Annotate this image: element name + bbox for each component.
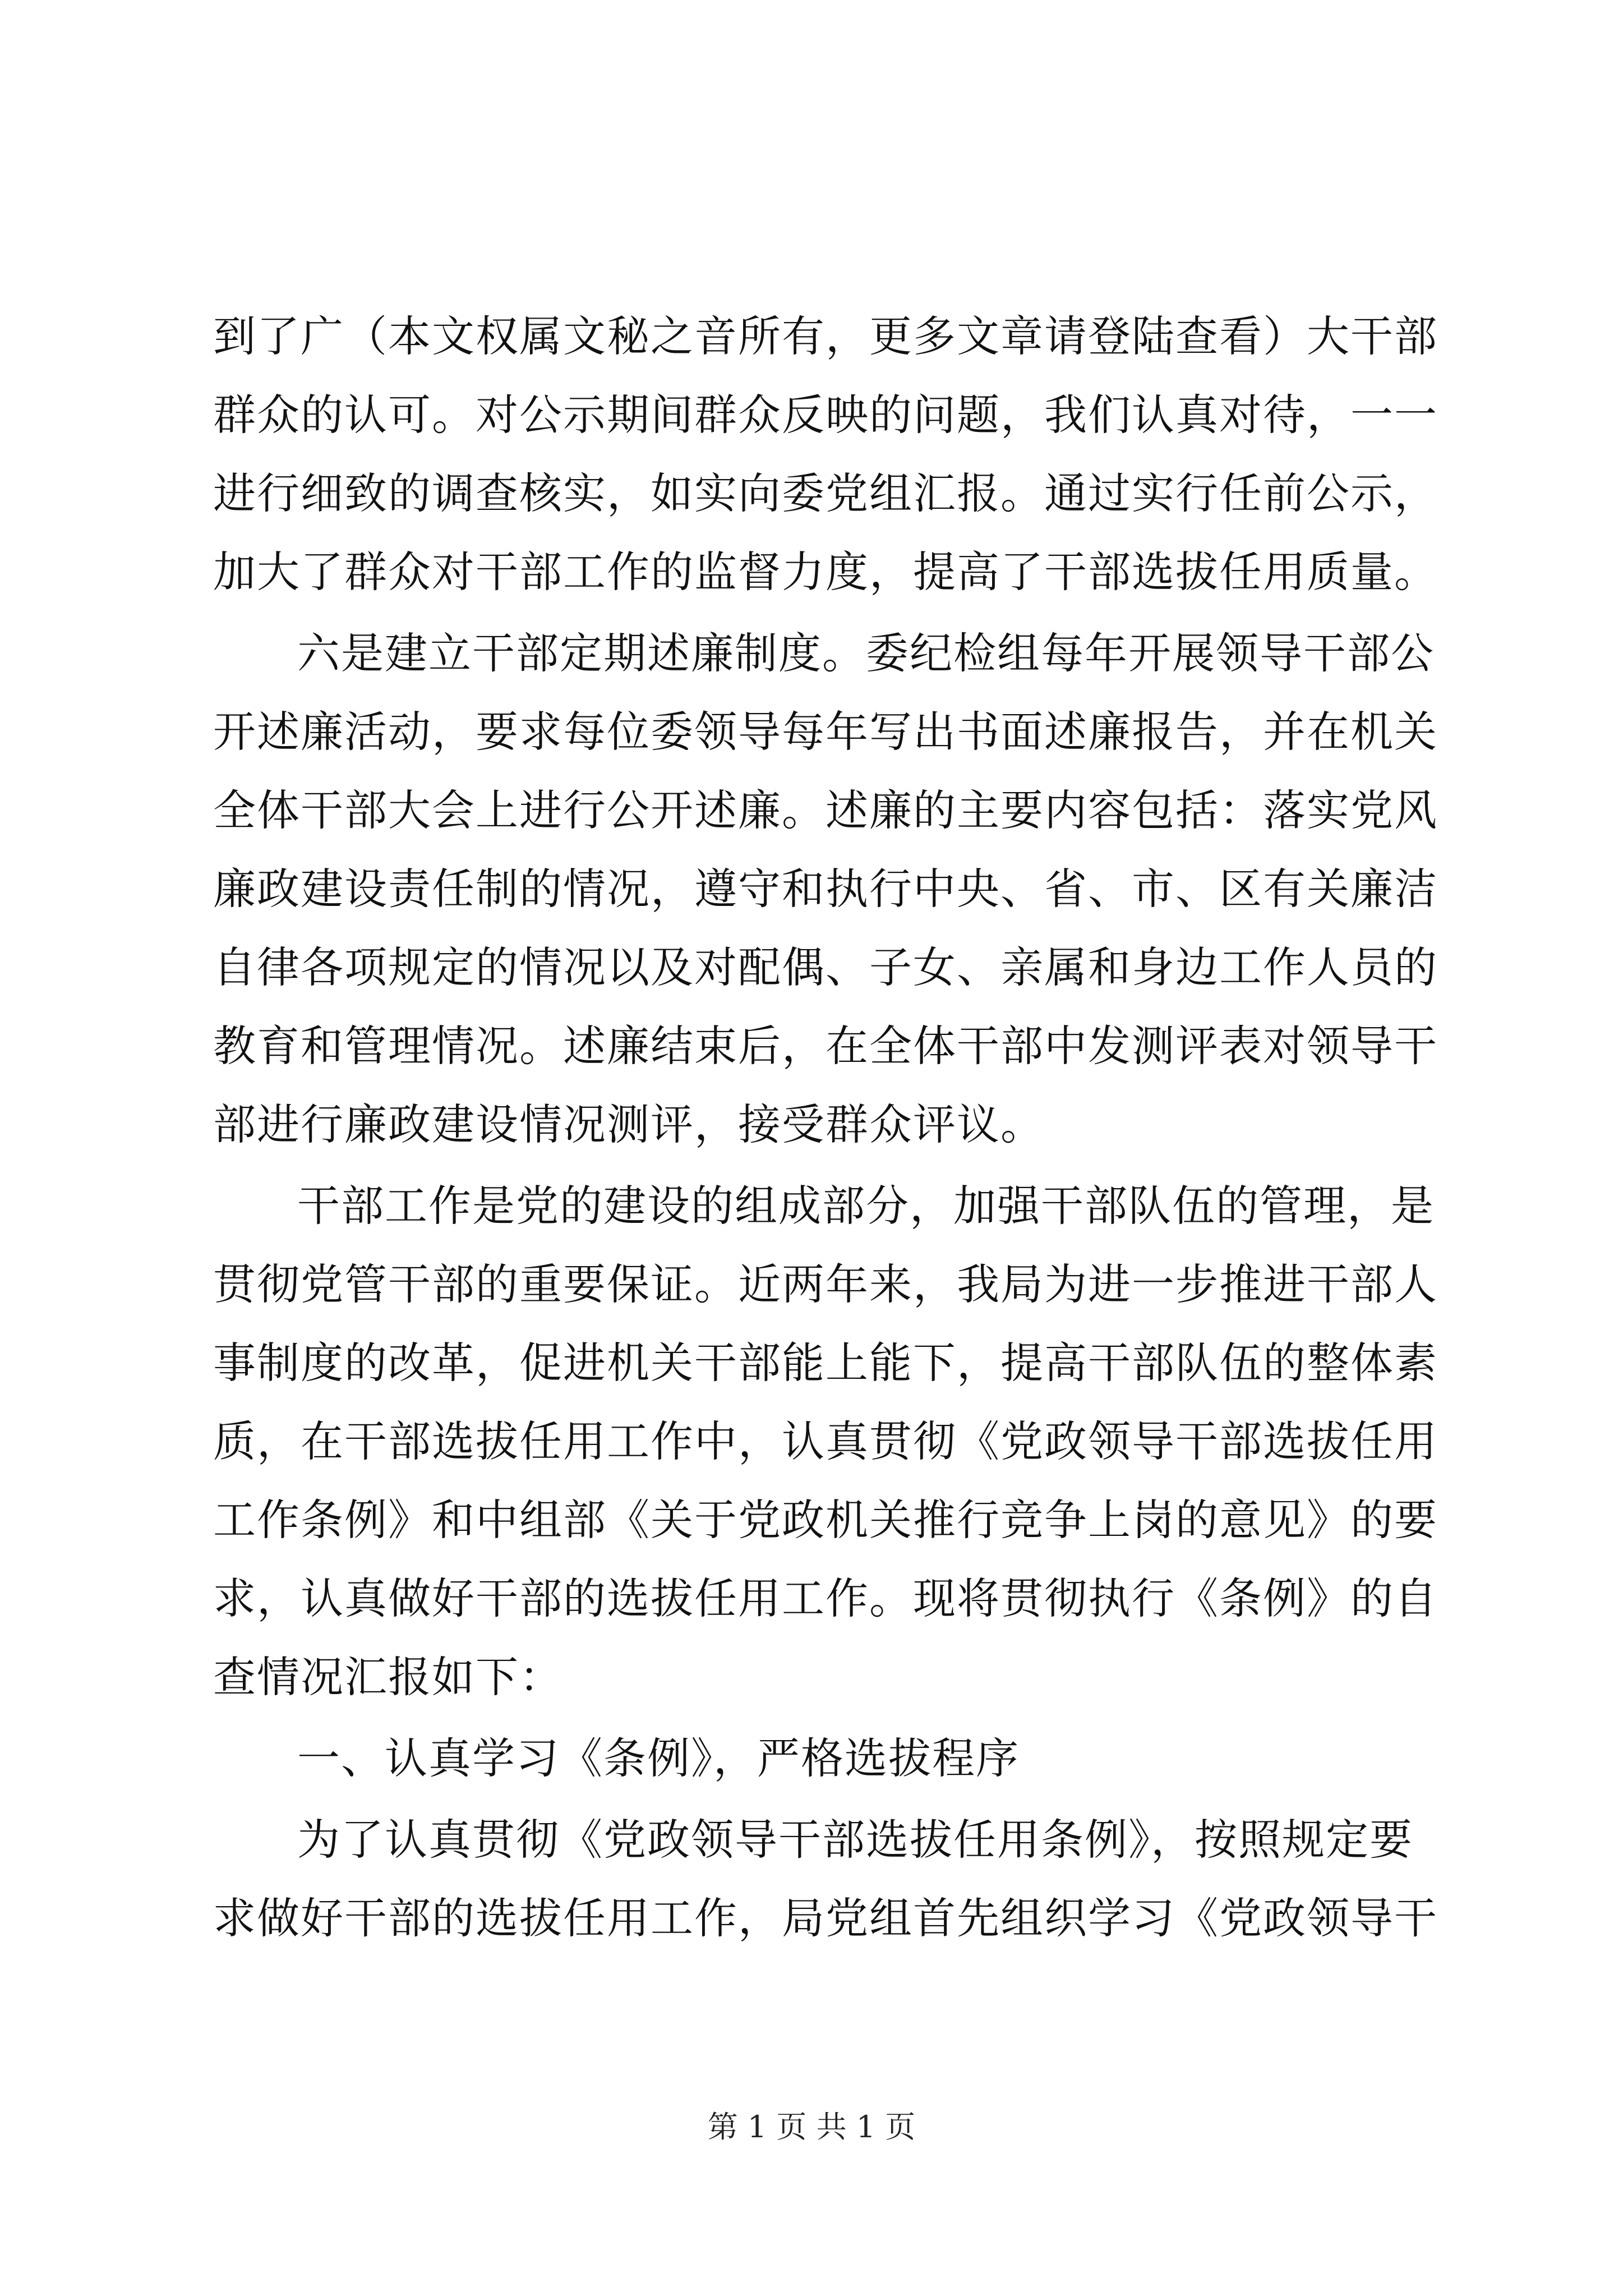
text-line: 教育和管理情况。述廉结束后，在全体干部中发测评表对领导干: [213, 1021, 1438, 1071]
text-line: 自律各项规定的情况以及对配偶、子女、亲属和身边工作人员的: [213, 942, 1438, 992]
text-line: 部进行廉政建设情况测评，接受群众评议。: [213, 1099, 1044, 1149]
text-line: 查情况汇报如下：: [213, 1652, 563, 1702]
text-line: 质，在干部选拔任用工作中，认真贯彻《党政领导干部选拔任用: [213, 1416, 1438, 1466]
text-line: 开述廉活动，要求每位委领导每年写出书面述廉报告，并在机关: [213, 707, 1438, 757]
text-line: 到了广（本文权属文秘之音所有，更多文章请登陆查看）大干部: [213, 311, 1438, 361]
text-line: 进行细致的调查核实，如实向委党组汇报。通过实行任前公示，: [213, 468, 1438, 518]
text-line: 群众的认可。对公示期间群众反映的问题，我们认真对待，一一: [213, 390, 1438, 440]
page-number: 第 1 页 共 1 页: [707, 2109, 916, 2145]
text-line: 求，认真做好干部的选拔任用工作。现将贯彻执行《条例》的自: [213, 1573, 1438, 1623]
text-line: 工作条例》和中组部《关于党政机关推行竞争上岗的意见》的要: [213, 1495, 1438, 1545]
paragraph-first-line: 六是建立干部定期述廉制度。委纪检组每年开展领导干部公: [297, 628, 1435, 678]
text-line: 加大了群众对干部工作的监督力度，提高了干部选拔任用质量。: [213, 547, 1438, 597]
text-line: 全体干部大会上进行公开述廉。述廉的主要内容包括：落实党风: [213, 785, 1438, 835]
paragraph-first-line: 干部工作是党的建设的组成部分，加强干部队伍的管理，是: [297, 1181, 1435, 1231]
section-heading: 一、认真学习《条例》，严格选拔程序: [297, 1733, 1020, 1783]
text-line: 贯彻党管干部的重要保证。近两年来，我局为进一步推进干部人: [213, 1259, 1438, 1309]
text-line: 廉政建设责任制的情况，遵守和执行中央、省、市、区有关廉洁: [213, 864, 1438, 914]
text-line: 求做好干部的选拔任用工作，局党组首先组织学习《党政领导干: [213, 1893, 1438, 1943]
paragraph-first-line: 为了认真贯彻《党政领导干部选拔任用条例》，按照规定要: [297, 1815, 1413, 1865]
text-line: 事制度的改革，促进机关干部能上能下，提高干部队伍的整体素: [213, 1338, 1438, 1388]
